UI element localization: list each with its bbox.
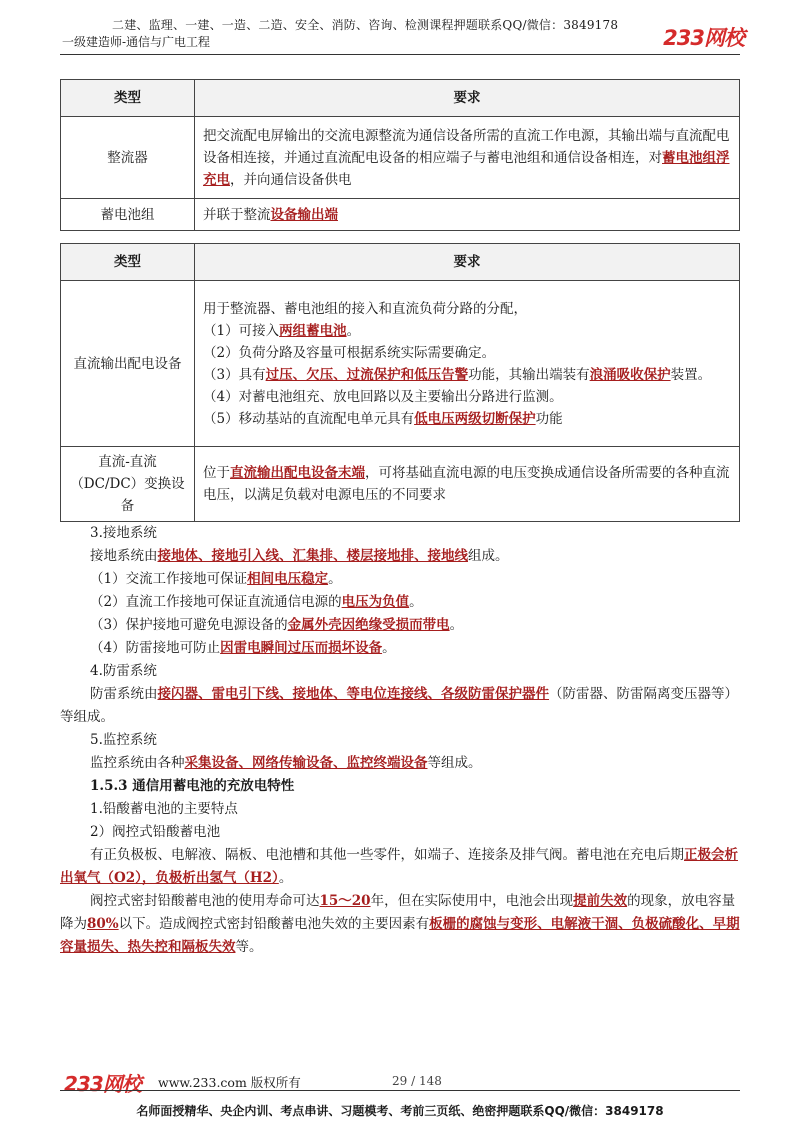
section-grounding-title: 3.接地系统 [90, 525, 157, 541]
footer-promo: 名师面授精华、央企内训、考点串讲、习题模考、考前三页纸、绝密押题联系QQ/微信：3849178 [136, 1104, 664, 1118]
body-content [60, 522, 740, 959]
section-lightning-text: 防雷系统由接闪器、雷电引下线、接地体、等电位连接线、各级防雷保护器件（防雷器、防雷隔离变压器等）等组成。 [60, 686, 738, 725]
paragraph-vrla-structure: 有正负极板、电解液、隔板、电池槽和其他一些零件，如端子、连接条及排气阀。蓄电池在充电后期正极会析出氧气（O2），负极析出氢气（H2）。 [60, 847, 738, 886]
heading-vrla: 2）阀控式铅酸蓄电池 [90, 824, 221, 840]
table2-row1-req: 用于整流器、蓄电池组的接入和直流负荷分路的分配， （1）可接入两组蓄电池。 （2）负荷分路及容量可根据系统实际需要确定。 （3）具有过压、欠压、过流保护和低压告警功能，其输出端装有浪涌吸收保护装置。 （4）对蓄电池组充、放电回路以及主要输出分路进行监测。 （5）移动基站的直流配电单元具有低电压两级切断保护功能 [195, 281, 740, 447]
page-number: 29 / 148 [392, 1074, 442, 1088]
heading-lead-acid: 1.铅酸蓄电池的主要特点 [90, 801, 238, 817]
section-monitor-text: 监控系统由各种采集设备、网络传输设备、监控终端设备等组成。 [90, 755, 482, 771]
header-subtitle: 一级建造师-通信与广电工程 [62, 35, 211, 49]
table-row [61, 199, 740, 231]
footer-logo: 233网校 [64, 1072, 141, 1096]
header-logo: 233网校 [663, 26, 744, 50]
table-row [61, 117, 740, 199]
table2-head-type: 类型 [61, 244, 195, 281]
table1-row1-type: 整流器 [61, 117, 195, 199]
paragraph-vrla-life: 阀控式密封铅酸蓄电池的使用寿命可达15～20年，但在实际使用中，电池会出现提前失效的现象，放电容量降为80%以下。造成阀控式密封铅酸蓄电池失效的主要因素有板栅的腐蚀与变形、电解液干涸、负极硫酸化、早期容量损失、热失控和隔板失效等。 [60, 893, 740, 955]
table1-row2-type: 蓄电池组 [61, 199, 195, 231]
grounding-item: （2）直流工作接地可保证直流通信电源的电压为负值。 [90, 594, 423, 610]
section-grounding-intro: 接地系统由接地体、接地引入线、汇集排、楼层接地排、接地线组成。 [90, 548, 509, 564]
header-divider [60, 54, 740, 55]
table2-row2-type: 直流-直流（DC/DC）变换设备 [61, 447, 195, 522]
table2-row2-req: 位于直流输出配电设备末端，可将基础直流电源的电压变换成通信设备所需要的各种直流电压，以满足负载对电源电压的不同要求 [195, 447, 740, 522]
section-monitor-title: 5.监控系统 [90, 732, 157, 748]
footer-site: www.233.com 版权所有 [158, 1075, 301, 1090]
table2-head-req: 要求 [195, 244, 740, 281]
table-row [61, 281, 740, 447]
table1-row2-req: 并联于整流设备输出端 [195, 199, 740, 231]
heading-1-5-3: 1.5.3 通信用蓄电池的充放电特性 [90, 778, 295, 794]
table1-row1-req: 把交流配电屏输出的交流电源整流为通信设备所需的直流工作电源，其输出端与直流配电设备相连接，并通过直流配电设备的相应端子与蓄电池组和通信设备相连，对蓄电池组浮充电，并向通信设备供电 [195, 117, 740, 199]
footer-divider [60, 1090, 740, 1091]
table-dc-distribution [60, 243, 740, 522]
table-row [61, 447, 740, 522]
header-promo: 二建、监理、一建、一造、二造、安全、消防、咨询、检测课程押题联系QQ/微信：3849178 [112, 18, 619, 32]
table1-head-req: 要求 [195, 80, 740, 117]
table2-row1-type: 直流输出配电设备 [61, 281, 195, 447]
grounding-item: （3）保护接地可避免电源设备的金属外壳因绝缘受损而带电。 [90, 617, 464, 633]
table1-head-type: 类型 [61, 80, 195, 117]
grounding-item: （4）防雷接地可防止因雷电瞬间过压而损坏设备。 [90, 640, 396, 656]
grounding-item: （1）交流工作接地可保证相间电压稳定。 [90, 571, 342, 587]
section-lightning-title: 4.防雷系统 [90, 663, 157, 679]
table-rectifier [60, 79, 740, 231]
